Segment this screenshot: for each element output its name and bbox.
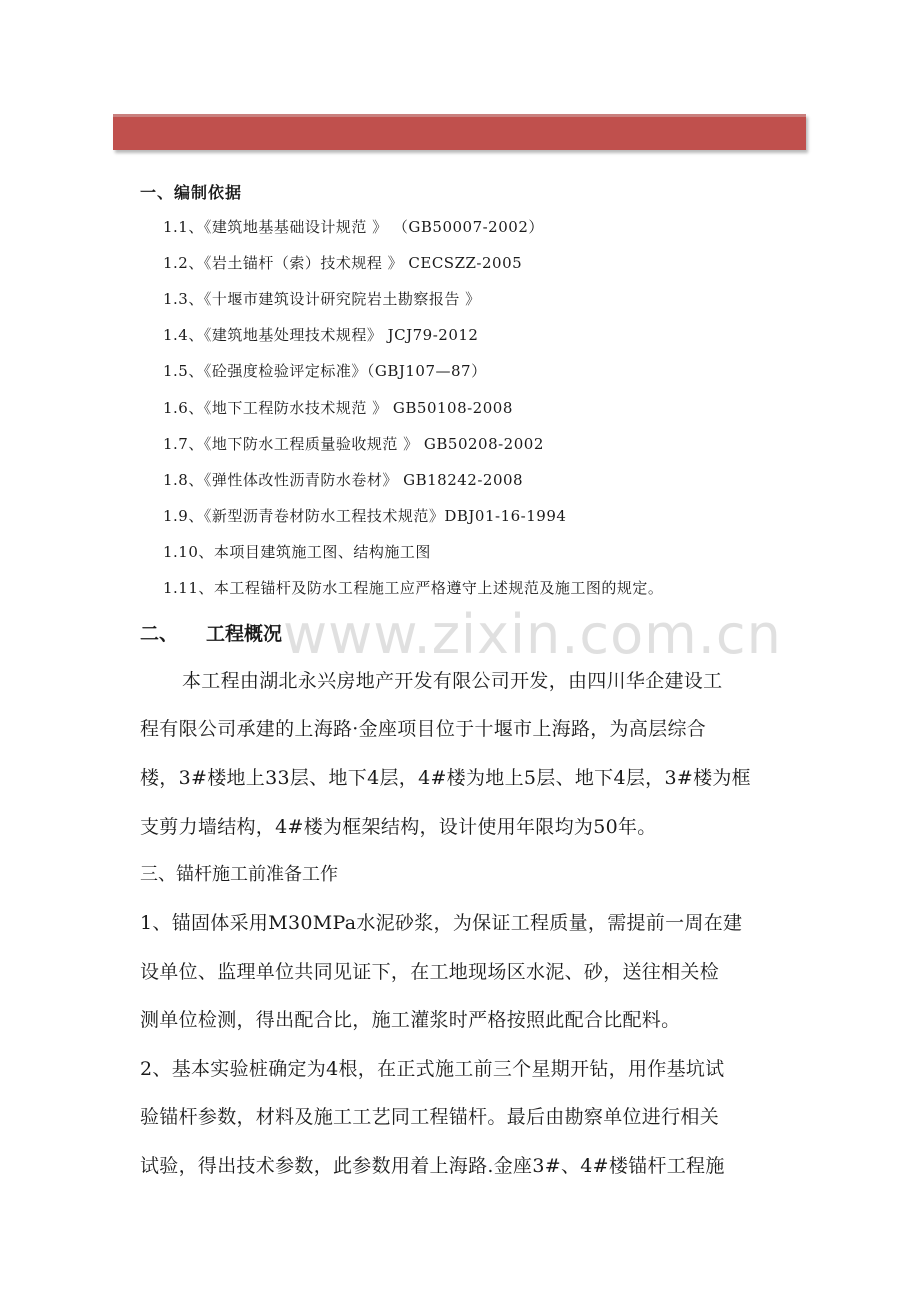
reference-item: 1.1、《建筑地基基础设计规范 》 （GB50007-2002） — [163, 218, 544, 236]
section2-number: 二、 — [140, 623, 179, 645]
reference-item: 1.4、《建筑地基处理技术规程》 JCJ79-2012 — [163, 326, 479, 344]
prep-line: 试验，得出技术参数，此参数用着上海路.金座3#、4#楼锚杆工程施 — [140, 1155, 725, 1177]
prep-line: 测单位检测，得出配合比，施工灌浆时严格按照此配合比配料。 — [140, 1009, 681, 1031]
prep-line: 1、锚固体采用M30MPa水泥砂浆，为保证工程质量，需提前一周在建 — [140, 912, 743, 934]
overview-line: 程有限公司承建的上海路·金座项目位于十堰市上海路，为高层综合 — [140, 718, 707, 740]
reference-item: 1.6、《地下工程防水技术规范 》 GB50108-2008 — [163, 399, 513, 417]
overview-line: 楼，3#楼地上33层、地下4层，4#楼为地上5层、地下4层，3#楼为框 — [140, 767, 751, 789]
reference-item: 1.11、本工程锚杆及防水工程施工应严格遵守上述规范及施工图的规定。 — [163, 579, 664, 597]
overview-line: 本工程由湖北永兴房地产开发有限公司开发，由四川华企建设工 — [182, 670, 723, 692]
reference-item: 1.7、《地下防水工程质量验收规范 》 GB50208-2002 — [163, 435, 544, 453]
reference-item: 1.10、本项目建筑施工图、结构施工图 — [163, 543, 431, 561]
reference-item: 1.2、《岩土锚杆（索）技术规程 》 CECSZZ-2005 — [163, 254, 523, 272]
header-band — [113, 114, 806, 150]
reference-item: 1.5、《砼强度检验评定标准》（GBJ107—87） — [163, 362, 487, 380]
section3-title: 三、锚杆施工前准备工作 — [140, 864, 338, 885]
reference-item: 1.3、《十堰市建筑设计研究院岩土勘察报告 》 — [163, 290, 481, 308]
section2-title: 工程概况 — [206, 623, 283, 645]
prep-line: 2、基本实验桩确定为4根，在正式施工前三个星期开钻，用作基坑试 — [140, 1058, 725, 1080]
prep-line: 验锚杆参数，材料及施工工艺同工程锚杆。最后由勘察单位进行相关 — [140, 1106, 720, 1128]
overview-line: 支剪力墙结构，4#楼为框架结构，设计使用年限均为50年。 — [140, 816, 657, 838]
section1-title: 一、编制依据 — [140, 183, 243, 202]
section2-heading — [140, 619, 282, 646]
reference-item: 1.9、《新型沥青卷材防水工程技术规范》DBJ01-16-1994 — [163, 507, 567, 525]
reference-item: 1.8、《弹性体改性沥青防水卷材》 GB18242-2008 — [163, 471, 524, 489]
watermark: www.zixin.com.cn — [283, 603, 782, 666]
prep-line: 设单位、监理单位共同见证下，在工地现场区水泥、砂，送往相关检 — [140, 961, 720, 983]
